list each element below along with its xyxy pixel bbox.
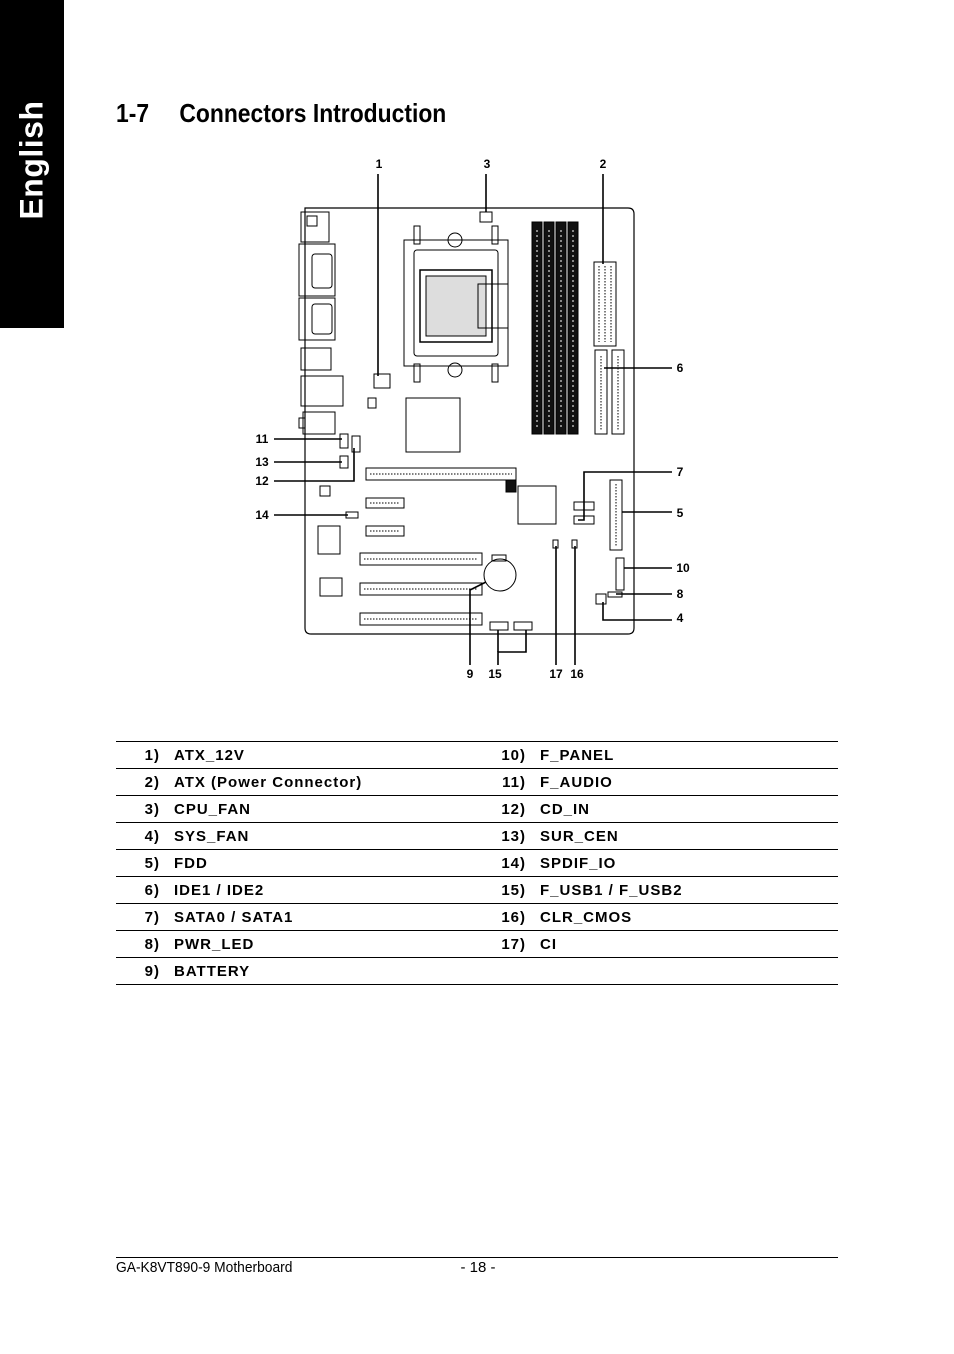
callout-13: 13 <box>255 455 269 469</box>
connector-name: CPU_FAN <box>174 796 480 823</box>
connector-name: F_USB1 / F_USB2 <box>540 877 838 904</box>
connector-number: 15) <box>480 877 540 904</box>
callout-6: 6 <box>676 361 684 375</box>
table-row <box>116 742 838 769</box>
f-usb2-header <box>514 622 532 630</box>
footer-page-number: - 18 - <box>460 1259 496 1276</box>
connector-number: 4) <box>116 823 174 850</box>
connector-number: 11) <box>480 769 540 796</box>
connector-number: 16) <box>480 904 540 931</box>
connector-number: 10) <box>480 742 540 769</box>
battery <box>484 559 516 591</box>
connector-number: 2) <box>116 769 174 796</box>
connector-name: F_AUDIO <box>540 769 838 796</box>
northbridge-chip <box>406 398 460 452</box>
cpu-fan-header <box>480 212 492 222</box>
callout-14: 14 <box>255 508 269 522</box>
f-panel-header <box>616 558 624 590</box>
connector-number: 1) <box>116 742 174 769</box>
connector-number: 13) <box>480 823 540 850</box>
leader-15 <box>498 630 526 665</box>
connector-name: CLR_CMOS <box>540 904 838 931</box>
f-audio-header <box>340 434 348 448</box>
connector-name: F_PANEL <box>540 742 838 769</box>
leader-9 <box>470 582 486 665</box>
table-row <box>116 877 838 904</box>
connector-name: CD_IN <box>540 796 838 823</box>
leader-12 <box>274 448 354 481</box>
footer-model: GA-K8VT890-9 Motherboard <box>116 1259 293 1276</box>
callout-3: 3 <box>483 157 491 171</box>
dimm-slot-4 <box>568 222 578 434</box>
connector-name: IDE1 / IDE2 <box>174 877 480 904</box>
table-row <box>116 931 838 958</box>
southbridge-chip <box>518 486 556 524</box>
connector-number: 7) <box>116 904 174 931</box>
callout-15: 15 <box>488 667 502 681</box>
atx12v-connector <box>374 374 390 388</box>
callout-5: 5 <box>676 506 684 520</box>
callout-7: 7 <box>676 465 684 479</box>
io-audio <box>303 412 335 434</box>
callout-12: 12 <box>255 474 269 488</box>
connector-number: 3) <box>116 796 174 823</box>
empty-cell <box>480 958 540 985</box>
table-row <box>116 823 838 850</box>
section-title: Connectors Introduction <box>179 98 447 128</box>
footer-divider <box>116 1257 838 1258</box>
callout-10: 10 <box>676 561 690 575</box>
io-lan <box>301 376 343 406</box>
connector-name: SUR_CEN <box>540 823 838 850</box>
connector-number: 17) <box>480 931 540 958</box>
connector-name: BATTERY <box>174 958 480 985</box>
connector-name: ATX_12V <box>174 742 480 769</box>
connector-number: 5) <box>116 850 174 877</box>
table-row <box>116 769 838 796</box>
connector-number: 12) <box>480 796 540 823</box>
table-row <box>116 958 838 985</box>
callout-2: 2 <box>599 157 607 171</box>
connector-number: 9) <box>116 958 174 985</box>
dimm-slot-3 <box>556 222 566 434</box>
connector-number: 6) <box>116 877 174 904</box>
callout-9: 9 <box>466 667 474 681</box>
callout-4: 4 <box>676 611 684 625</box>
connector-name: SPDIF_IO <box>540 850 838 877</box>
leader-4 <box>603 602 672 620</box>
connector-number: 8) <box>116 931 174 958</box>
connector-name: CI <box>540 931 838 958</box>
callout-1: 1 <box>375 157 383 171</box>
table-row <box>116 796 838 823</box>
connector-table <box>116 741 838 985</box>
table-row <box>116 850 838 877</box>
board-outline <box>305 208 634 634</box>
empty-cell <box>540 958 838 985</box>
f-usb1-header <box>490 622 508 630</box>
callout-11: 11 <box>255 432 269 446</box>
callout-17: 17 <box>549 667 563 681</box>
connector-number: 14) <box>480 850 540 877</box>
connector-name: FDD <box>174 850 480 877</box>
connector-name: SATA0 / SATA1 <box>174 904 480 931</box>
dimm-slot-2 <box>544 222 554 434</box>
connector-name: SYS_FAN <box>174 823 480 850</box>
callout-8: 8 <box>676 587 684 601</box>
section-number: 1-7 <box>116 98 150 128</box>
callout-16: 16 <box>570 667 584 681</box>
language-tab-label: English <box>13 100 50 220</box>
connector-name: PWR_LED <box>174 931 480 958</box>
dimm-slot-1 <box>532 222 542 434</box>
connector-name: ATX (Power Connector) <box>174 769 480 796</box>
table-row <box>116 904 838 931</box>
sys-fan-header <box>596 594 606 604</box>
